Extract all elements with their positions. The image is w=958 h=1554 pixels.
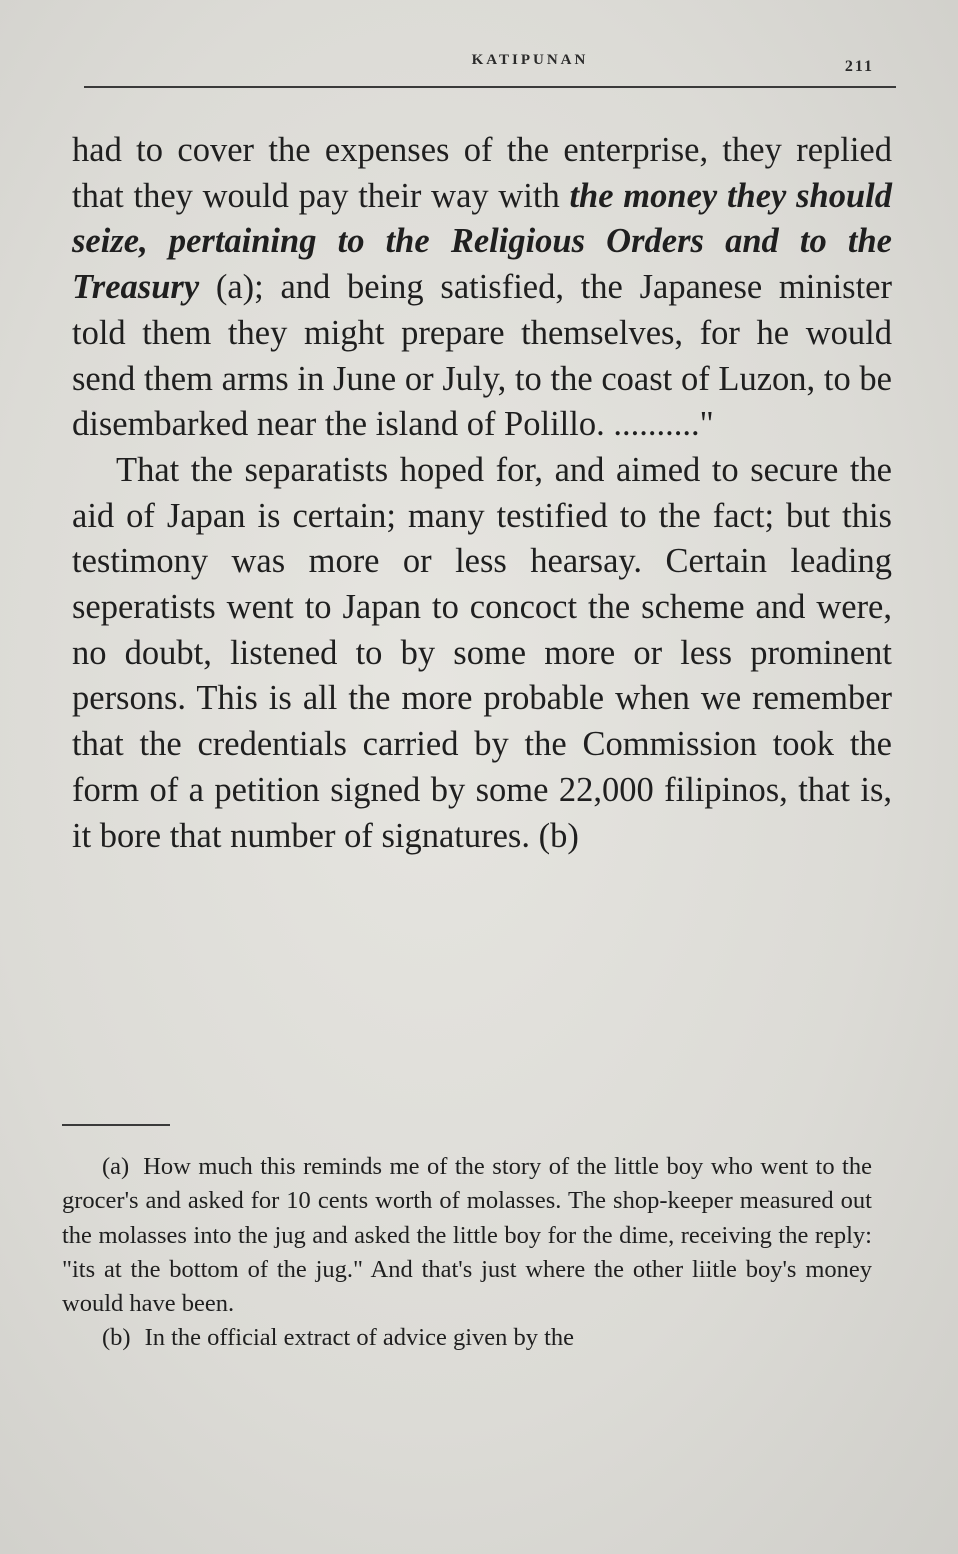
paragraph-1 xyxy=(72,128,892,448)
footnote-b-marker: (b) xyxy=(102,1324,131,1352)
paragraph-1-text-before: had to cover the expenses of the enterprise, they replied that they would pay their way with xyxy=(72,131,892,215)
footnotes xyxy=(62,1150,872,1356)
page-header xyxy=(70,52,896,96)
footnote-rule xyxy=(62,1124,170,1126)
header-rule xyxy=(84,86,896,88)
running-title: KATIPUNAN xyxy=(471,52,589,68)
paragraph-1-emphasis: the money they should seize, pertaining to the Religious Orders and to the Treasury xyxy=(72,176,892,307)
footnote-a-text: How much this reminds me of the story of the little boy who went to the grocer's and asked for 10 cents worth of molasses. The shop-keeper measured out the molasses into the jug and asked the little boy for the dime, receiving the reply: "its at the bottom of the jug." And that's just where the other liitle boy's money would have been. xyxy=(62,1153,872,1318)
body-text xyxy=(72,128,892,859)
footnote-a xyxy=(62,1150,872,1321)
footnote-a-marker: (a) xyxy=(102,1153,130,1180)
page-number: 211 xyxy=(844,58,874,75)
footnote-b-text: In the official extract of advice given by the xyxy=(144,1324,575,1352)
paragraph-2: That the separatists hoped for, and aimed to secure the aid of Japan is certain; many testified to the fact; but this testimony was more or less hearsay. Certain leading seperatists went to Japan to concoct the scheme and were, no doubt, listened to by some more or less prominent persons. This is all the more probable when we remember that the credentials carried by the Commission took the form of a petition signed by some 22,000 filipinos, that is, it bore that number of signatures. (b) xyxy=(72,450,892,855)
paragraph-1-text-after: (a); and being satisfied, the Japanese minister told them they might prepare themselves, for he would send them arms in June or July, to the coast of Luzon, to be disembarked near the island of Polillo. .........." xyxy=(72,268,892,444)
footnote-b xyxy=(62,1321,872,1355)
